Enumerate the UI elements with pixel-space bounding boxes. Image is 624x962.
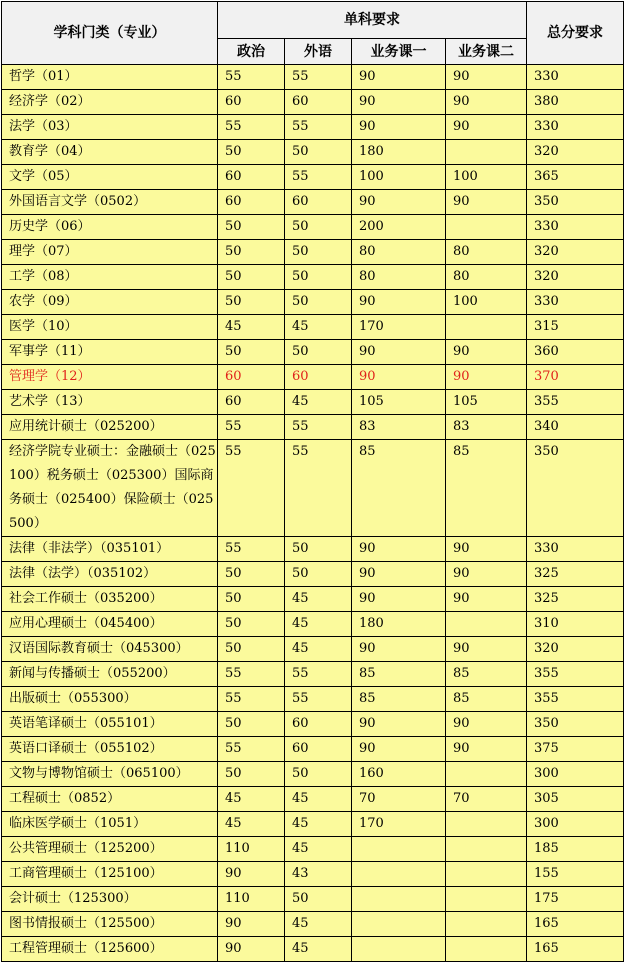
cell-total: 165 — [527, 912, 624, 937]
cell-course-one: 100 — [352, 165, 446, 190]
cell-politics: 90 — [218, 937, 285, 962]
cell-total: 155 — [527, 862, 624, 887]
table-row — [2, 440, 624, 537]
cell-foreign-language: 43 — [285, 862, 352, 887]
cell-politics: 55 — [218, 115, 285, 140]
table-row — [2, 415, 624, 440]
cell-category: 管理学（12） — [2, 365, 218, 390]
cell-category: 理学（07） — [2, 240, 218, 265]
table-row — [2, 215, 624, 240]
cell-course-two — [446, 762, 527, 787]
cell-total: 360 — [527, 340, 624, 365]
cell-course-one: 70 — [352, 787, 446, 812]
cell-course-one: 85 — [352, 687, 446, 712]
cell-politics: 50 — [218, 340, 285, 365]
table-row — [2, 365, 624, 390]
cell-foreign-language: 50 — [285, 562, 352, 587]
cell-category: 法学（03） — [2, 115, 218, 140]
table-row — [2, 537, 624, 562]
cell-course-one: 90 — [352, 587, 446, 612]
cell-politics: 90 — [218, 912, 285, 937]
cell-foreign-language: 45 — [285, 812, 352, 837]
cell-foreign-language: 50 — [285, 340, 352, 365]
cell-foreign-language: 45 — [285, 837, 352, 862]
cell-course-two: 90 — [446, 537, 527, 562]
table-row — [2, 887, 624, 912]
cell-course-one: 85 — [352, 662, 446, 687]
cell-course-one: 180 — [352, 612, 446, 637]
cell-total: 310 — [527, 612, 624, 637]
cell-course-two: 100 — [446, 165, 527, 190]
cell-course-two: 90 — [446, 90, 527, 115]
cell-politics: 110 — [218, 837, 285, 862]
cell-total: 315 — [527, 315, 624, 340]
cell-course-two: 90 — [446, 65, 527, 90]
cell-course-one: 83 — [352, 415, 446, 440]
cell-total: 330 — [527, 215, 624, 240]
table-row — [2, 90, 624, 115]
table-row — [2, 315, 624, 340]
cell-category: 哲学（01） — [2, 65, 218, 90]
cell-course-two — [446, 140, 527, 165]
cell-course-one: 90 — [352, 537, 446, 562]
cell-politics: 60 — [218, 90, 285, 115]
table-row — [2, 762, 624, 787]
cell-course-one: 90 — [352, 562, 446, 587]
cell-politics: 50 — [218, 637, 285, 662]
cell-category: 文物与博物馆硕士（065100） — [2, 762, 218, 787]
cell-course-one: 170 — [352, 315, 446, 340]
cell-foreign-language: 50 — [285, 140, 352, 165]
cell-total: 340 — [527, 415, 624, 440]
cell-politics: 50 — [218, 762, 285, 787]
cell-course-one: 160 — [352, 762, 446, 787]
cell-category: 文学（05） — [2, 165, 218, 190]
cell-course-two: 105 — [446, 390, 527, 415]
cell-course-one — [352, 912, 446, 937]
cell-total: 330 — [527, 537, 624, 562]
cell-category: 应用统计硕士（025200） — [2, 415, 218, 440]
cell-total: 365 — [527, 165, 624, 190]
table-row — [2, 240, 624, 265]
table-body — [2, 65, 624, 962]
cell-category: 经济学（02） — [2, 90, 218, 115]
cell-total: 370 — [527, 365, 624, 390]
cell-foreign-language: 45 — [285, 787, 352, 812]
cell-course-two: 85 — [446, 440, 527, 537]
cell-politics: 55 — [218, 737, 285, 762]
cell-course-one: 80 — [352, 240, 446, 265]
cell-category: 社会工作硕士（035200） — [2, 587, 218, 612]
cell-politics: 50 — [218, 140, 285, 165]
cell-category: 工程管理硕士（125600） — [2, 937, 218, 962]
cell-foreign-language: 55 — [285, 687, 352, 712]
cell-total: 300 — [527, 812, 624, 837]
cell-category: 英语笔译硕士（055101） — [2, 712, 218, 737]
cell-category: 公共管理硕士（125200） — [2, 837, 218, 862]
cell-politics: 55 — [218, 687, 285, 712]
cell-politics: 55 — [218, 65, 285, 90]
cell-course-two: 90 — [446, 587, 527, 612]
cell-course-one: 90 — [352, 65, 446, 90]
cell-foreign-language: 55 — [285, 440, 352, 537]
cell-category: 图书情报硕士（125500） — [2, 912, 218, 937]
cell-politics: 55 — [218, 537, 285, 562]
cell-politics: 90 — [218, 862, 285, 887]
cell-course-one: 90 — [352, 115, 446, 140]
table-row — [2, 340, 624, 365]
table-row — [2, 612, 624, 637]
cell-total: 320 — [527, 265, 624, 290]
cell-course-one — [352, 837, 446, 862]
table-row — [2, 140, 624, 165]
cell-politics: 50 — [218, 587, 285, 612]
cell-politics: 45 — [218, 812, 285, 837]
table-header — [2, 2, 624, 65]
table-row — [2, 290, 624, 315]
cell-course-two — [446, 612, 527, 637]
table-row — [2, 737, 624, 762]
cell-foreign-language: 45 — [285, 937, 352, 962]
cell-total: 165 — [527, 937, 624, 962]
table-row — [2, 662, 624, 687]
header-total: 总分要求 — [527, 2, 624, 65]
cell-politics: 110 — [218, 887, 285, 912]
cell-foreign-language: 60 — [285, 90, 352, 115]
cell-category: 英语口译硕士（055102） — [2, 737, 218, 762]
cell-total: 350 — [527, 440, 624, 537]
cell-category: 出版硕士（055300） — [2, 687, 218, 712]
table-row — [2, 812, 624, 837]
cell-foreign-language: 45 — [285, 637, 352, 662]
cell-total: 330 — [527, 290, 624, 315]
cell-total: 380 — [527, 90, 624, 115]
cell-category: 工商管理硕士（125100） — [2, 862, 218, 887]
cell-total: 185 — [527, 837, 624, 862]
cell-category: 法律（非法学）（035101） — [2, 537, 218, 562]
cell-category: 会计硕士（125300） — [2, 887, 218, 912]
cell-course-two — [446, 887, 527, 912]
cell-course-two: 80 — [446, 240, 527, 265]
cell-course-two: 85 — [446, 687, 527, 712]
cell-course-one: 180 — [352, 140, 446, 165]
cell-politics: 50 — [218, 712, 285, 737]
cell-total: 355 — [527, 687, 624, 712]
table-row — [2, 265, 624, 290]
header-course-one: 业务课一 — [352, 39, 446, 65]
cell-category: 历史学（06） — [2, 215, 218, 240]
cell-course-two: 85 — [446, 662, 527, 687]
cell-politics: 50 — [218, 612, 285, 637]
cell-course-two: 80 — [446, 265, 527, 290]
cell-foreign-language: 60 — [285, 190, 352, 215]
cell-total: 350 — [527, 190, 624, 215]
cell-course-one: 200 — [352, 215, 446, 240]
cell-politics: 50 — [218, 240, 285, 265]
cell-course-two: 90 — [446, 737, 527, 762]
score-requirements-table — [1, 1, 624, 962]
table-row — [2, 65, 624, 90]
table-row — [2, 637, 624, 662]
header-single-subject: 单科要求 — [218, 2, 527, 39]
cell-politics: 50 — [218, 215, 285, 240]
cell-course-one: 90 — [352, 340, 446, 365]
cell-category: 教育学（04） — [2, 140, 218, 165]
header-politics: 政治 — [218, 39, 285, 65]
table-row — [2, 562, 624, 587]
cell-politics: 50 — [218, 562, 285, 587]
cell-total: 355 — [527, 390, 624, 415]
cell-foreign-language: 55 — [285, 662, 352, 687]
cell-category: 艺术学（13） — [2, 390, 218, 415]
cell-foreign-language: 50 — [285, 215, 352, 240]
cell-politics: 50 — [218, 265, 285, 290]
cell-total: 320 — [527, 637, 624, 662]
cell-politics: 60 — [218, 365, 285, 390]
table-row — [2, 390, 624, 415]
cell-total: 175 — [527, 887, 624, 912]
cell-course-two — [446, 912, 527, 937]
cell-course-two — [446, 862, 527, 887]
cell-category: 法律（法学）（035102） — [2, 562, 218, 587]
cell-course-two: 100 — [446, 290, 527, 315]
cell-course-one — [352, 887, 446, 912]
cell-foreign-language: 55 — [285, 165, 352, 190]
cell-category: 经济学院专业硕士：金融硕士（025100）税务硕士（025300）国际商务硕士（025400）保险硕士（025500） — [2, 440, 218, 537]
cell-foreign-language: 55 — [285, 415, 352, 440]
cell-course-two: 83 — [446, 415, 527, 440]
table-row — [2, 837, 624, 862]
cell-category: 临床医学硕士（1051） — [2, 812, 218, 837]
cell-course-two: 70 — [446, 787, 527, 812]
cell-foreign-language: 50 — [285, 762, 352, 787]
cell-course-one: 90 — [352, 290, 446, 315]
cell-politics: 60 — [218, 190, 285, 215]
cell-foreign-language: 50 — [285, 240, 352, 265]
cell-course-one: 90 — [352, 365, 446, 390]
cell-category: 新闻与传播硕士（055200） — [2, 662, 218, 687]
cell-foreign-language: 60 — [285, 712, 352, 737]
cell-total: 325 — [527, 587, 624, 612]
cell-politics: 55 — [218, 440, 285, 537]
header-course-two: 业务课二 — [446, 39, 527, 65]
header-foreign-language: 外语 — [285, 39, 352, 65]
cell-foreign-language: 50 — [285, 290, 352, 315]
cell-course-one: 90 — [352, 712, 446, 737]
cell-course-two — [446, 215, 527, 240]
table-row — [2, 912, 624, 937]
cell-course-one: 90 — [352, 190, 446, 215]
cell-category: 医学（10） — [2, 315, 218, 340]
header-row-top — [2, 2, 624, 39]
table-row — [2, 862, 624, 887]
cell-total: 375 — [527, 737, 624, 762]
cell-total: 350 — [527, 712, 624, 737]
cell-politics: 45 — [218, 315, 285, 340]
cell-course-one: 90 — [352, 90, 446, 115]
cell-total: 300 — [527, 762, 624, 787]
cell-course-one: 170 — [352, 812, 446, 837]
table-row — [2, 687, 624, 712]
cell-foreign-language: 55 — [285, 65, 352, 90]
cell-course-one: 85 — [352, 440, 446, 537]
cell-politics: 60 — [218, 165, 285, 190]
table-row — [2, 787, 624, 812]
cell-course-two: 90 — [446, 712, 527, 737]
cell-foreign-language: 45 — [285, 315, 352, 340]
cell-category: 汉语国际教育硕士（045300） — [2, 637, 218, 662]
cell-course-two — [446, 812, 527, 837]
table-row — [2, 165, 624, 190]
cell-category: 军事学（11） — [2, 340, 218, 365]
cell-foreign-language: 50 — [285, 265, 352, 290]
cell-total: 355 — [527, 662, 624, 687]
cell-total: 330 — [527, 65, 624, 90]
cell-course-one: 80 — [352, 265, 446, 290]
cell-politics: 55 — [218, 662, 285, 687]
cell-course-two: 90 — [446, 365, 527, 390]
table-row — [2, 712, 624, 737]
table-row — [2, 587, 624, 612]
cell-foreign-language: 60 — [285, 737, 352, 762]
cell-total: 320 — [527, 140, 624, 165]
cell-total: 320 — [527, 240, 624, 265]
cell-course-one — [352, 862, 446, 887]
cell-course-two: 90 — [446, 115, 527, 140]
cell-foreign-language: 45 — [285, 587, 352, 612]
cell-politics: 55 — [218, 415, 285, 440]
cell-total: 325 — [527, 562, 624, 587]
cell-course-one: 90 — [352, 637, 446, 662]
cell-foreign-language: 55 — [285, 115, 352, 140]
cell-total: 330 — [527, 115, 624, 140]
cell-total: 305 — [527, 787, 624, 812]
cell-category: 应用心理硕士（045400） — [2, 612, 218, 637]
table-row — [2, 190, 624, 215]
cell-politics: 60 — [218, 390, 285, 415]
cell-course-two: 90 — [446, 562, 527, 587]
cell-foreign-language: 45 — [285, 612, 352, 637]
cell-course-two: 90 — [446, 190, 527, 215]
cell-course-one: 90 — [352, 737, 446, 762]
cell-foreign-language: 45 — [285, 390, 352, 415]
cell-politics: 45 — [218, 787, 285, 812]
cell-foreign-language: 50 — [285, 887, 352, 912]
header-category: 学科门类（专业） — [2, 2, 218, 65]
cell-course-two: 90 — [446, 637, 527, 662]
cell-foreign-language: 60 — [285, 365, 352, 390]
cell-course-two — [446, 837, 527, 862]
table-row — [2, 115, 624, 140]
cell-course-one: 105 — [352, 390, 446, 415]
cell-politics: 50 — [218, 290, 285, 315]
cell-category: 工程硕士（0852） — [2, 787, 218, 812]
cell-foreign-language: 50 — [285, 537, 352, 562]
cell-category: 农学（09） — [2, 290, 218, 315]
cell-category: 外国语言文学（0502） — [2, 190, 218, 215]
cell-course-two: 90 — [446, 340, 527, 365]
cell-category: 工学（08） — [2, 265, 218, 290]
cell-course-two — [446, 315, 527, 340]
cell-foreign-language: 45 — [285, 912, 352, 937]
